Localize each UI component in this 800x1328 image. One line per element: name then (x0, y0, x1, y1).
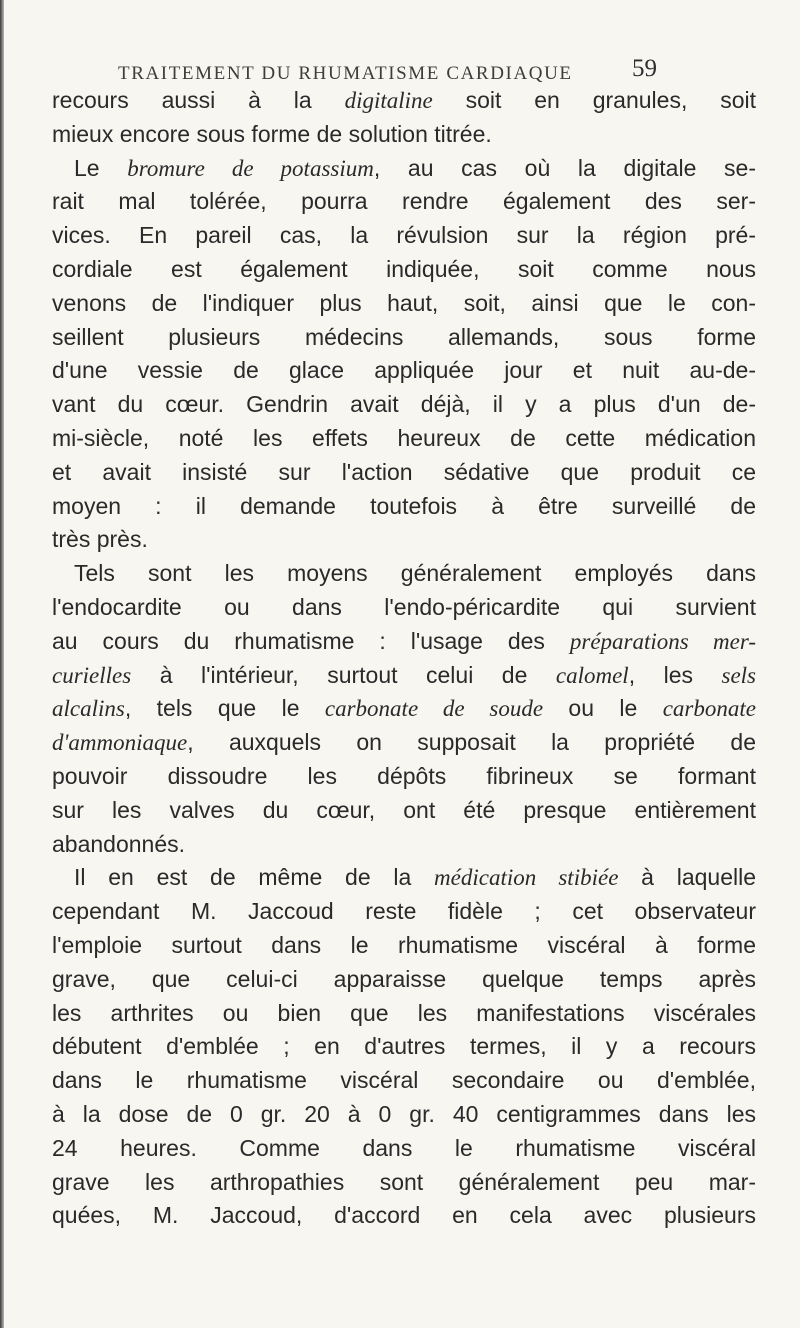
text-line (52, 152, 756, 186)
text-line (52, 219, 756, 253)
text-run: mi-siècle, noté les effets heureux de cette médication (52, 424, 756, 451)
text-run: dans le rhumatisme viscéral secondaire ou d'emblée, (52, 1067, 756, 1094)
text-run: mieux encore sous forme de solution titrée. (52, 120, 492, 147)
text-line (52, 1064, 756, 1098)
page-header (0, 47, 800, 87)
italic-term: carbonate (662, 696, 756, 722)
text-line (52, 659, 756, 693)
italic-term: calomel (555, 662, 629, 688)
text-line (52, 523, 756, 557)
text-run: sur les valves du cœur, ont été presque entièrement (52, 796, 756, 823)
text-line (52, 963, 756, 997)
text-run: grave, que celui-ci apparaisse quelque temps après (52, 965, 756, 992)
text-run: débutent d'emblée ; en d'autres termes, il y a recours (52, 1033, 756, 1060)
text-line (52, 321, 756, 355)
italic-term: digitaline (344, 88, 433, 113)
text-run: , les (628, 661, 722, 688)
text-line (52, 422, 756, 456)
italic-term: curielles (52, 662, 132, 688)
text-line (52, 287, 756, 321)
text-line (52, 794, 756, 828)
text-run: et avait insisté sur l'action sédative que produit ce (52, 458, 756, 485)
text-line (52, 929, 756, 963)
text-line (52, 591, 756, 625)
running-head: TRAITEMENT DU RHUMATISME CARDIAQUE (118, 63, 573, 84)
text-run: Le (74, 154, 128, 181)
text-run: l'emploie surtout dans le rhumatisme viscéral à forme (52, 931, 756, 958)
text-line (52, 84, 756, 118)
text-run: cependant M. Jaccoud reste fidèle ; cet observateur (52, 898, 756, 925)
text-run: abandonnés. (52, 830, 186, 857)
text-run: recours aussi à la (52, 87, 345, 113)
text-run: vices. En pareil cas, la révulsion sur la région pré- (52, 222, 756, 249)
text-line (52, 185, 756, 219)
text-line (52, 354, 756, 388)
italic-term: carbonate de soude (324, 696, 544, 722)
text-run: vant du cœur. Gendrin avait déjà, il y a plus d'un de- (52, 391, 756, 418)
italic-term: médication stibiée (434, 865, 619, 891)
text-run: quées, M. Jaccoud, d'accord en cela avec plusieurs (52, 1202, 756, 1229)
text-run: cordiale est également indiquée, soit comme nous (52, 255, 756, 282)
text-run: l'endocardite ou dans l'endo-péricardite qui survient (52, 593, 756, 620)
text-run: Tels sont les moyens généralement employés dans (74, 560, 756, 587)
italic-term: bromure de potassium (127, 155, 374, 181)
text-run: au cours du rhumatisme : l'usage des (52, 627, 570, 654)
text-line (52, 1166, 756, 1200)
body-text (52, 84, 756, 1233)
text-run: grave les arthropathies sont généralement peu mar- (52, 1168, 756, 1195)
text-run: , auxquels on supposait la propriété de (187, 729, 756, 756)
text-line (52, 1199, 756, 1233)
italic-term: d'ammoniaque (52, 730, 188, 756)
text-line (52, 760, 756, 794)
text-line (52, 253, 756, 287)
text-line (52, 118, 756, 152)
text-line (52, 726, 756, 760)
text-line (52, 1132, 756, 1166)
text-line (52, 861, 756, 895)
italic-term: préparations mer- (569, 628, 756, 654)
text-run: moyen : il demande toutefois à être surveillé de (52, 492, 756, 519)
text-line (52, 1030, 756, 1064)
text-line (52, 1098, 756, 1132)
text-run: rait mal tolérée, pourra rendre également des ser- (52, 188, 756, 215)
text-run: , tels que le (124, 695, 325, 722)
text-line (52, 557, 756, 591)
text-line (52, 490, 756, 524)
text-line (52, 997, 756, 1031)
text-run: pouvoir dissoudre les dépôts fibrineux se formant (52, 762, 756, 789)
text-line (52, 625, 756, 659)
text-line (52, 388, 756, 422)
text-run: à la dose de 0 gr. 20 à 0 gr. 40 centigrammes dans les (52, 1100, 756, 1127)
italic-term: sels (721, 662, 756, 688)
text-run: très près. (52, 526, 148, 553)
page-binding-edge (0, 0, 4, 1328)
text-line (52, 895, 756, 929)
text-run: d'une vessie de glace appliquée jour et nuit au-de- (52, 357, 756, 384)
text-run: ou le (543, 695, 663, 722)
text-run: à l'intérieur, surtout celui de (131, 661, 556, 688)
text-run: soit en granules, soit (432, 87, 756, 113)
text-run: 24 heures. Comme dans le rhumatisme viscéral (52, 1134, 756, 1161)
text-line (52, 692, 756, 726)
text-run: venons de l'indiquer plus haut, soit, ainsi que le con- (52, 289, 756, 316)
text-run: , au cas où la digitale se- (373, 154, 756, 181)
italic-term: alcalins (52, 696, 125, 722)
text-line (52, 828, 756, 862)
page-number: 59 (632, 55, 657, 82)
text-run: Il en est de même de la (74, 864, 435, 891)
text-run: les arthrites ou bien que les manifestations viscérales (52, 999, 756, 1026)
text-line (52, 456, 756, 490)
text-run: seillent plusieurs médecins allemands, sous forme (52, 323, 756, 350)
text-run: à laquelle (618, 864, 756, 891)
